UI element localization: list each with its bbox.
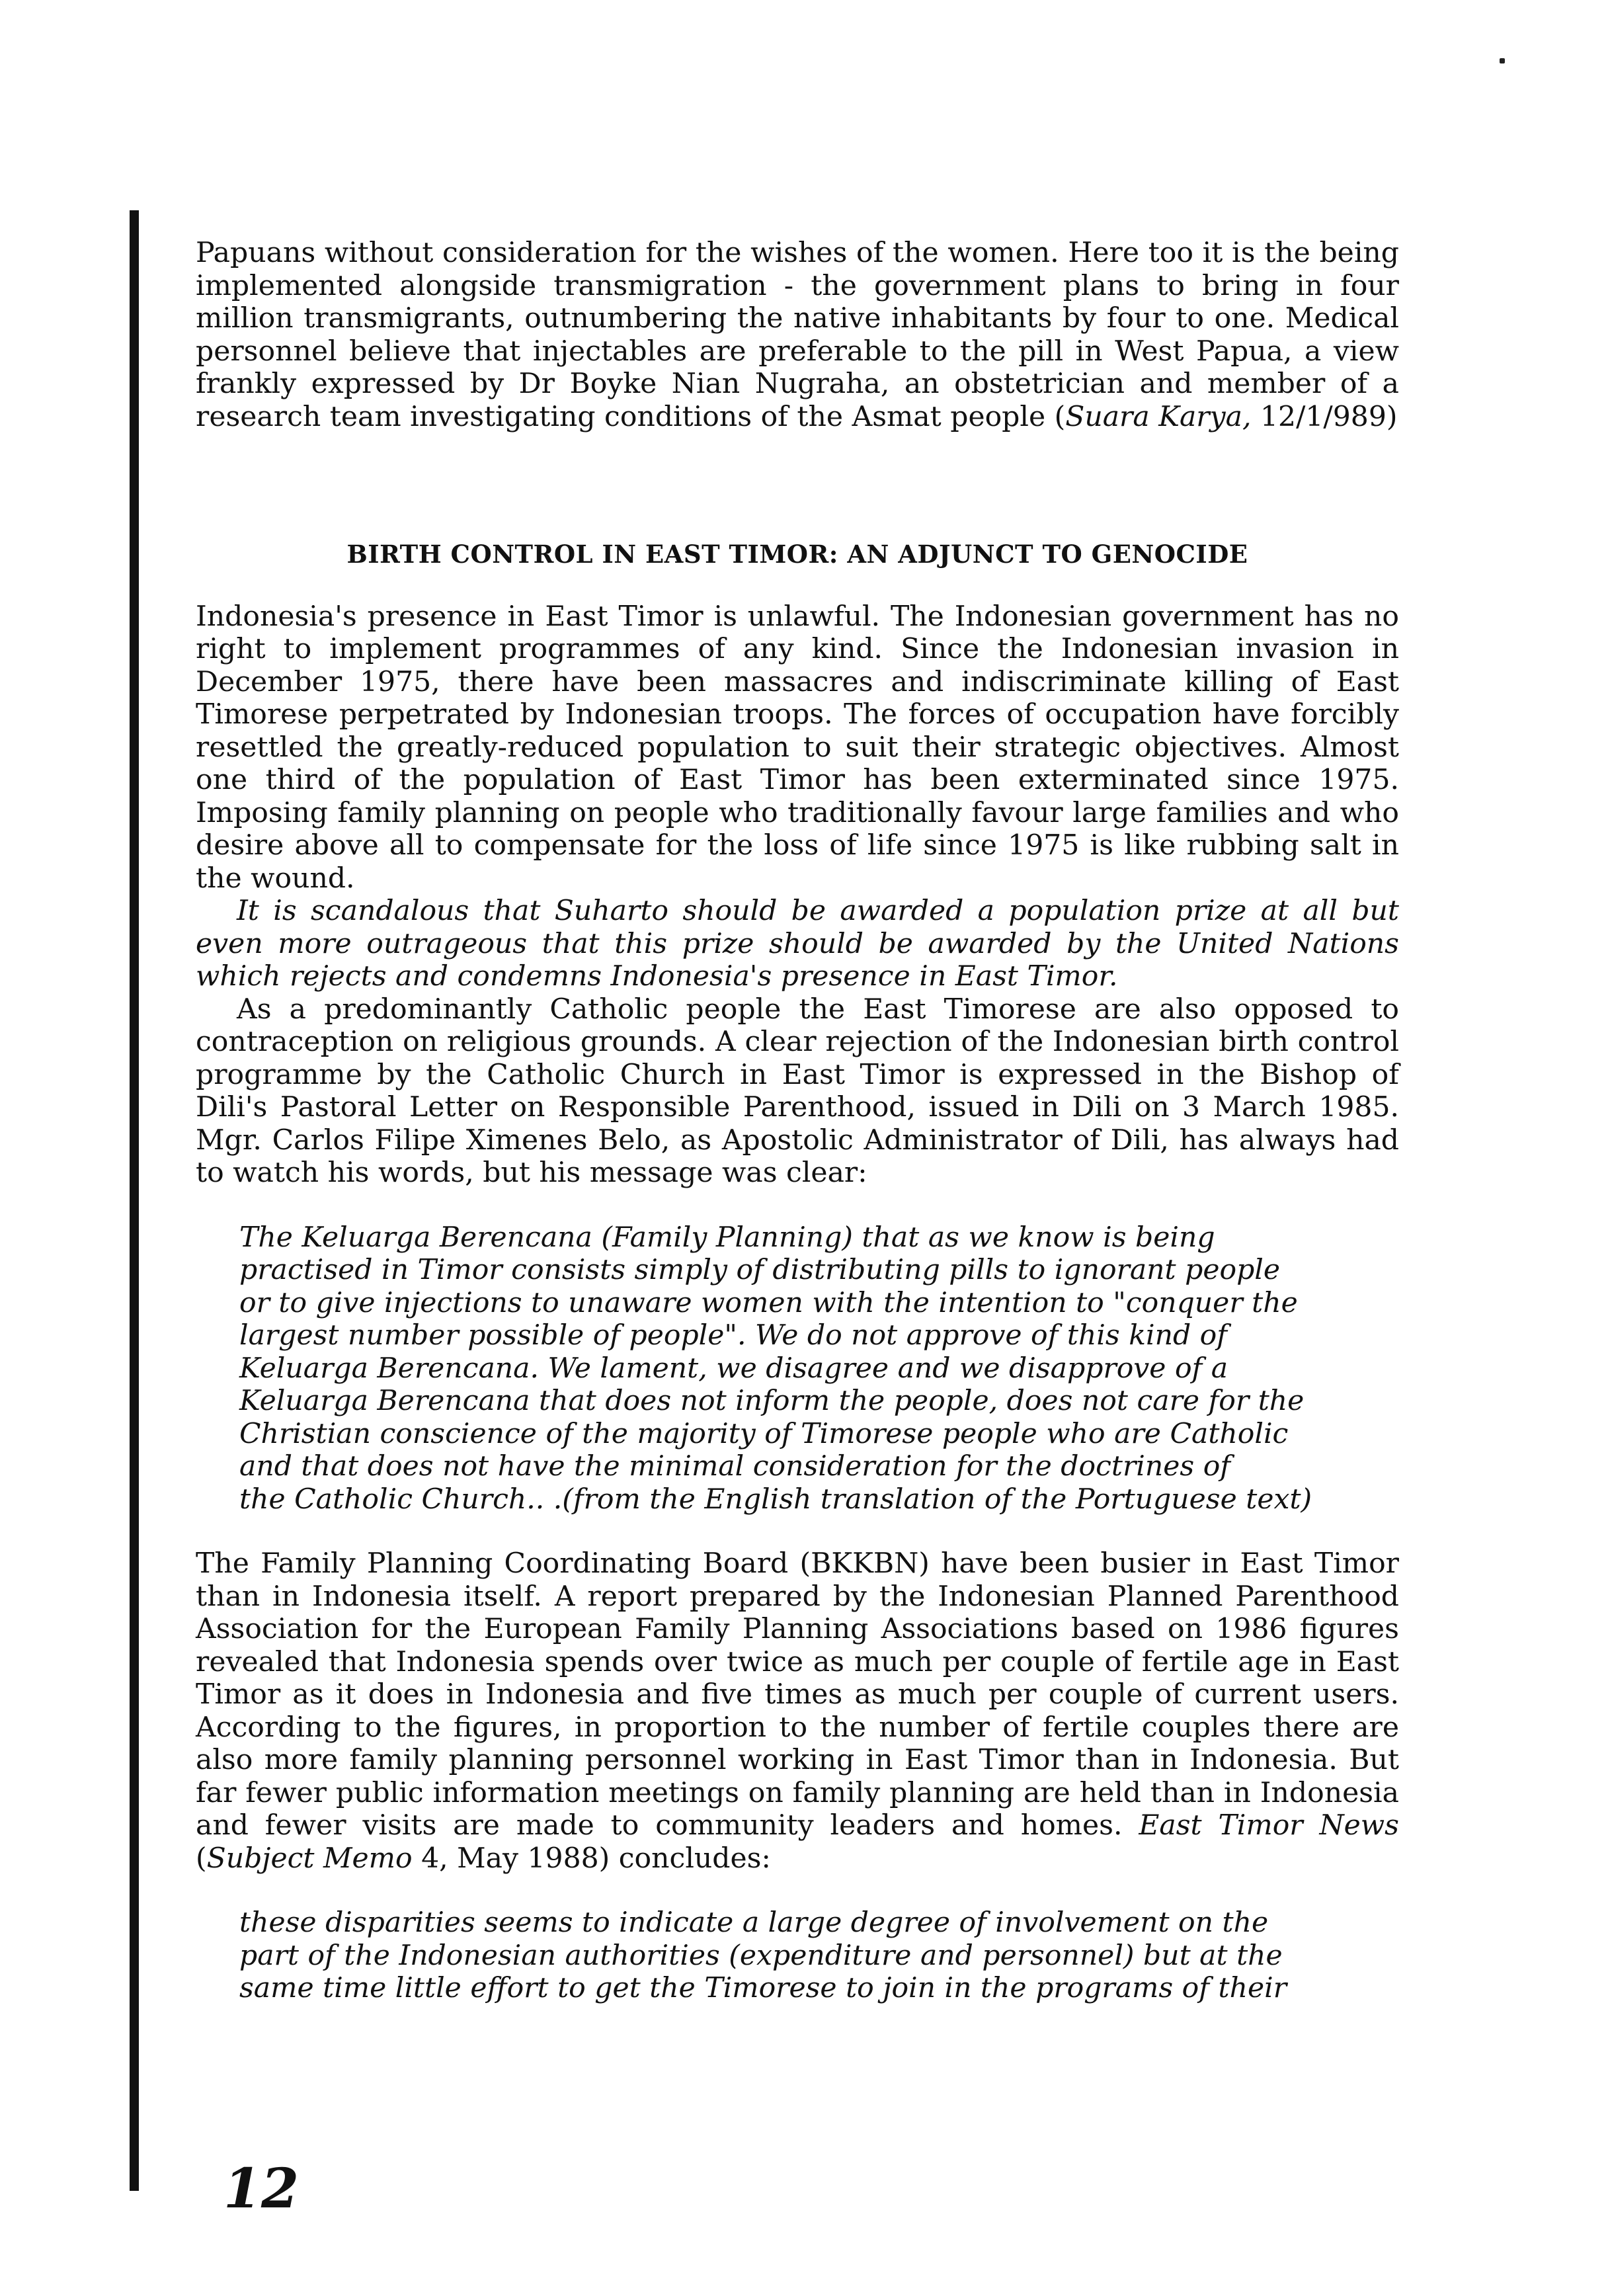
quote-line: Christian conscience of the majority of Timorese people who are Catholic xyxy=(239,1417,1289,1450)
page-body xyxy=(196,237,1399,2037)
quote-line: or to give injections to unaware women with the intention to "conquer the xyxy=(239,1286,1298,1319)
paragraph-unlawful-presence: Indonesia's presence in East Timor is unlawful. The Indonesian government has no right to implement programmes of any kind. Since the Indonesian invasion in December 1975, there have been massacres and indiscriminate killing of East Timorese perpetrated by Indonesian troops. The forces of occupation have forcibly resettled the greatly-reduced population to suit their strategic objectives. Almost one third of the population of East Timor has been exterminated since 1975. Imposing family planning on people who traditionally favour large families and who desire above all to compensate for the loss of life since 1975 is like rubbing salt in the wound. xyxy=(196,600,1399,895)
quote-pastoral-letter xyxy=(239,1221,1394,1516)
source-citation: Suara Karya, xyxy=(1065,400,1252,433)
quote-line: Keluarga Berencana that does not inform the people, does not care for the xyxy=(239,1385,1305,1417)
paragraph-text: 4, May 1988) concludes: xyxy=(412,1842,771,1875)
page-number: 12 xyxy=(223,2157,300,2221)
quote-line: the Catholic Church.. .(from the English translation of the Portuguese text) xyxy=(239,1483,1312,1516)
source-citation: East Timor News xyxy=(1139,1809,1399,1842)
margin-bar xyxy=(130,210,139,2191)
quote-disparities xyxy=(239,1906,1394,2005)
quote-line: Keluarga Berencana. We lament, we disagree and we disapprove of a xyxy=(239,1352,1228,1385)
section-heading: BIRTH CONTROL IN EAST TIMOR: AN ADJUNCT TO GENOCIDE xyxy=(346,540,1248,569)
paragraph-catholic-opposition: As a predominantly Catholic people the East Timorese are also opposed to contraception on religious grounds. A clear rejection of the Indonesian birth control programme by the Catholic Church in East Timor is expressed in the Bishop of Dili's Pastoral Letter on Responsible Parenthood, issued in Dili on 3 March 1985. Mgr. Carlos Filipe Ximenes Belo, as Apostolic Administrator of Dili, has always had to watch his words, but his message was clear: xyxy=(196,993,1399,1189)
paragraph-population-prize: It is scandalous that Suharto should be awarded a population prize at all but even more outrageous that this prize should be awarded by the United Nations which rejects and condemns Indonesia's presence in East Timor. xyxy=(196,895,1399,993)
source-citation: Subject Memo xyxy=(206,1842,413,1875)
quote-line: largest number possible of people". We do not approve of this kind of xyxy=(239,1319,1227,1352)
quote-line: The Keluarga Berencana (Family Planning) that as we know is being xyxy=(239,1221,1215,1254)
paragraph-text: ( xyxy=(196,1842,207,1875)
quote-line: practised in Timor consists simply of distributing pills to ignorant people xyxy=(239,1254,1281,1286)
scan-mark xyxy=(1500,58,1505,63)
quote-line: same time little effort to get the Timorese to join in the programs of their xyxy=(239,1972,1287,2004)
paragraph-text: The Family Planning Coordinating Board (BKKBN) have been busier in East Timor than in Indonesia itself. A report prepared by the Indonesian Planned Parenthood Association for the European Family Planning Associations based on 1986 figures revealed that Indonesia spends over twice as much per couple of fertile age in East Timor as it does in Indonesia and five times as much per couple of current users. According to the figures, in proportion to the number of fertile couples there are also more family planning personnel working in East Timor than in Indonesia. But far fewer public information meetings on family planning are held than in Indonesia and fewer visits are made to community leaders and homes. xyxy=(196,1547,1399,1842)
quote-line: part of the Indonesian authorities (expenditure and personnel) but at the xyxy=(239,1939,1283,1972)
paragraph-text: Papuans without consideration for the wishes of the women. Here too it is the being implemented alongside transmigration - the government plans to bring in four million transmigrants, outnumbering the native inhabitants by four to one. Medical personnel believe that injectables are preferable to the pill in West Papua, a view frankly expressed by Dr Boyke Nian Nugraha, an obstetrician and member of a research team investigating conditions of the Asmat people ( xyxy=(196,237,1399,433)
paragraph-text: 12/1/989) xyxy=(1251,400,1398,433)
quote-line: and that does not have the minimal consideration for the doctrines of xyxy=(239,1450,1231,1483)
paragraph-west-papua xyxy=(196,237,1399,433)
quote-line: these disparities seems to indicate a large degree of involvement on the xyxy=(239,1906,1269,1939)
paragraph-bkkbn xyxy=(196,1547,1399,1875)
